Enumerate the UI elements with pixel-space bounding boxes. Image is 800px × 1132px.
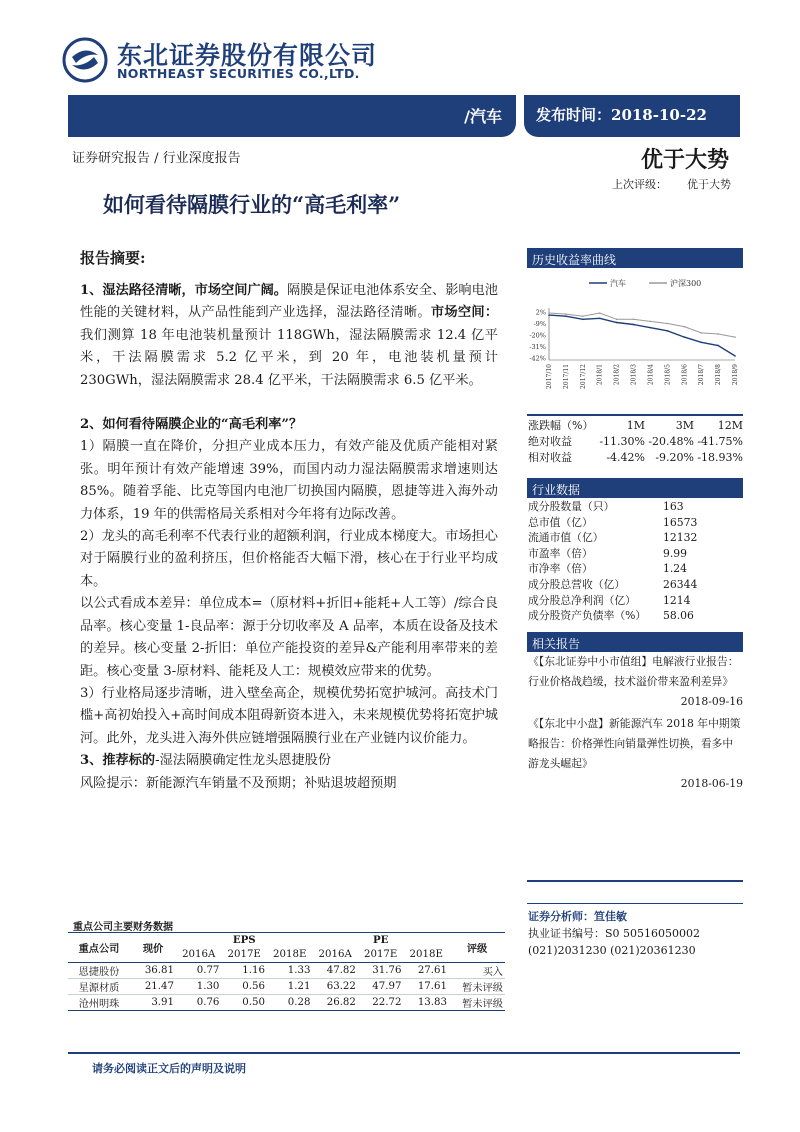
- fin-header-eps: EPS: [176, 933, 312, 948]
- perf-row: [528, 450, 743, 466]
- company-logo-icon: [62, 37, 108, 83]
- legend-label: 汽车: [610, 279, 626, 288]
- breadcrumb: 证券研究报告 / 行业深度报告: [72, 151, 241, 166]
- perf-header-row-cell: 3M: [675, 419, 694, 432]
- footer-rule: [68, 1052, 740, 1054]
- fin-company: 沧州明珠: [68, 995, 130, 1011]
- industry-metric: 市盈率（倍）: [528, 546, 593, 560]
- analyst-name: 笪佳敏: [594, 910, 627, 923]
- fin-row: [68, 995, 505, 1011]
- x-tick-label: 2018/5: [664, 364, 672, 386]
- industry-metric: 成分股资产负债率（%）: [528, 609, 647, 623]
- fin-year: 2018E: [267, 948, 313, 963]
- perf-row: [528, 434, 743, 450]
- analyst-license: 执业证书编号：S0 50516050002: [528, 927, 701, 940]
- fin-row: [68, 979, 505, 995]
- company-name-cn: 东北证券股份有限公司: [117, 41, 378, 70]
- perf-header-row-cell: 涨跌幅（%）: [528, 419, 594, 432]
- fin-cell: 63.22: [312, 979, 357, 995]
- risk-warning: 风险提示：新能源汽车销量不及预期；补贴退坡超预期: [80, 775, 397, 791]
- industry-row: [528, 608, 743, 624]
- fin-company: 恩捷股份: [68, 963, 130, 979]
- previous-rating-label: 上次评级：: [612, 178, 667, 191]
- data-point: [633, 319, 635, 321]
- data-point: [683, 326, 685, 328]
- summary-heading: 报告摘要:: [80, 249, 146, 267]
- analyst-name-line: 证券分析师：笪佳敏: [528, 910, 627, 923]
- x-tick-label: 2018/3: [630, 364, 638, 386]
- fin-header-price: 现价: [130, 933, 176, 963]
- industry-value: 58.06: [663, 609, 694, 623]
- fin-header-pe: PE: [312, 933, 449, 948]
- previous-rating: [612, 176, 731, 192]
- fin-year: 2018E: [403, 948, 449, 963]
- perf-header-row-cell: 12M: [717, 419, 743, 432]
- data-point: [667, 323, 669, 325]
- industry-data-header: 行业数据: [527, 478, 743, 498]
- fin-cell: 22.72: [358, 995, 404, 1011]
- y-tick-label: -31%: [529, 343, 546, 351]
- data-point: [548, 314, 550, 316]
- perf-header-row: [528, 418, 743, 434]
- x-tick-label: 2018/7: [698, 364, 706, 386]
- data-point: [582, 319, 584, 321]
- data-point: [633, 324, 635, 326]
- related-report-link[interactable]: 《【东北证券中小市值组】电解液行业报告：行业价格战趋缓，技术溢价带来盈利差异》: [528, 655, 739, 688]
- y-tick-label: -20%: [529, 331, 546, 340]
- data-point: [717, 333, 719, 335]
- industry-value: 1.24: [663, 562, 688, 576]
- industry-metric: 成分股总营收（亿）: [528, 577, 626, 591]
- perf-header-row-cell: 1M: [626, 419, 645, 432]
- industry-value: 12132: [663, 531, 698, 545]
- fin-year: 2017E: [358, 948, 404, 963]
- series-line: [549, 315, 735, 356]
- chart-section-header: 历史收益率曲线: [527, 248, 743, 268]
- fin-cell: 暂未评级: [449, 979, 505, 995]
- data-point: [565, 315, 567, 317]
- fin-cell: 47.97: [358, 979, 404, 995]
- related-report-date: 2018-06-19: [680, 777, 743, 790]
- x-tick-label: 2017/12: [579, 364, 587, 389]
- industry-metric: 成分股总净利润（亿）: [528, 593, 636, 607]
- company-name-en: NORTHEAST SECURITIES CO.,LTD.: [117, 66, 360, 81]
- summary-body: [80, 280, 498, 795]
- industry-value: 1214: [663, 593, 691, 607]
- x-tick-label: 2017/11: [562, 364, 570, 389]
- series-line: [549, 313, 735, 337]
- related-report-link[interactable]: 《【东北中小盘】新能源汽车 2018 年中期策略报告：价格弹性向销量弹性切换，看多中游龙头崛起》: [528, 717, 741, 770]
- fin-header-company: 重点公司: [68, 933, 130, 963]
- data-point: [650, 327, 652, 329]
- footer-disclaimer: 请务必阅读正文后的声明及说明: [92, 1062, 246, 1075]
- summary-point-2-p1: 1）隔膜一直在降价，分担产业成本压力，有效产能及优质产能相对紧张。明年预计有效产能增速 39%，而国内动力湿法隔膜需求增速则达 85%。随着孚能、比克等国内电池厂切换国内隔膜，恩捷等进入海外动力体系，19 年的供需格局关系相对今年将有边际改善。: [80, 439, 498, 522]
- previous-rating-value: 优于大势: [687, 178, 731, 191]
- industry-metric: 总市值（亿）: [528, 515, 593, 529]
- related-reports: [528, 652, 743, 796]
- fin-cell: 36.81: [130, 963, 176, 979]
- y-tick-label: 2%: [535, 308, 546, 317]
- fin-cell: 27.61: [403, 963, 449, 979]
- fin-cell: 暂未评级: [449, 995, 505, 1011]
- industry-value: 16573: [663, 515, 698, 529]
- perf-row-cell: 相对收益: [528, 451, 572, 464]
- data-point: [650, 321, 652, 323]
- industry-metric: 成分股数量（只）: [528, 500, 615, 513]
- data-point: [599, 312, 601, 314]
- fin-cell: 3.91: [130, 995, 176, 1011]
- y-tick-label: -42%: [529, 354, 546, 363]
- industry-value: 9.99: [663, 546, 688, 560]
- fin-cell: 47.82: [312, 963, 357, 979]
- summary-point-2-heading: 2、如何看待隔膜企业的“高毛利率”？: [80, 417, 303, 433]
- fin-cell: 0.50: [221, 995, 267, 1011]
- fin-cell: 13.83: [403, 995, 449, 1011]
- perf-row-cell: -18.93%: [697, 451, 743, 464]
- data-point: [734, 336, 736, 338]
- industry-row: [528, 530, 743, 546]
- fin-year: 2016A: [176, 948, 221, 963]
- industry-data-table: [528, 499, 743, 624]
- x-tick-label: 2018/2: [613, 364, 621, 386]
- financial-table-title: 重点公司主要财务数据: [73, 922, 173, 933]
- fin-cell: 买入: [449, 963, 505, 979]
- fin-cell: 1.30: [176, 979, 221, 995]
- perf-row-cell: -4.42%: [606, 451, 645, 464]
- industry-value: 26344: [663, 577, 698, 591]
- summary-point-2-p4: 3）行业格局逐步清晰，进入壁垒高企，规模优势拓宽护城河。高技术门槛+高初始投入+高时间成本阻碍新资本进入，未来规模优势将拓宽护城河。此外，龙头进入海外供应链增强隔膜行业在产业链内议价能力。: [80, 685, 498, 746]
- header-banner: [68, 95, 740, 137]
- report-title: 如何看待隔膜行业的“高毛利率”: [103, 192, 401, 217]
- return-chart: [527, 272, 743, 412]
- analyst-info: [528, 908, 743, 959]
- fin-cell: 26.82: [312, 995, 357, 1011]
- perf-row-cell: -20.48%: [648, 435, 694, 448]
- data-point: [734, 355, 736, 357]
- data-point: [548, 312, 550, 314]
- data-point: [700, 342, 702, 344]
- analyst-phone: (021)2031230 (021)20361230: [528, 944, 696, 957]
- data-point: [616, 322, 618, 324]
- fin-company: 星源材质: [68, 979, 130, 995]
- data-point: [683, 336, 685, 338]
- fin-cell: 21.47: [130, 979, 176, 995]
- industry-row: [528, 546, 743, 562]
- related-report-date: 2018-09-16: [680, 695, 743, 708]
- x-tick-label: 2018/1: [596, 364, 604, 386]
- perf-row-cell: 绝对收益: [528, 435, 572, 448]
- industry-row: [528, 577, 743, 593]
- data-point: [700, 332, 702, 334]
- perf-row-cell: -11.30%: [599, 435, 645, 448]
- industry-row: [528, 499, 743, 515]
- fin-cell: 0.77: [176, 963, 221, 979]
- x-tick-label: 2018/9: [732, 364, 739, 386]
- data-point: [565, 313, 567, 315]
- publish-date: 发布时间：2018-10-22: [536, 106, 707, 124]
- perf-row-cell: -41.75%: [697, 435, 743, 448]
- fin-cell: 0.56: [221, 979, 267, 995]
- performance-table: [528, 418, 743, 466]
- financial-table: [68, 932, 505, 1011]
- data-point: [667, 330, 669, 332]
- industry-row: [528, 561, 743, 577]
- x-tick-label: 2017/10: [546, 364, 553, 389]
- fin-row: [68, 963, 505, 979]
- summary-point-3: 3、推荐标的-湿法隔膜确定性龙头恩捷股份: [80, 753, 332, 769]
- industry-metric: 流通市值（亿）: [528, 531, 604, 545]
- industry-value: 163: [663, 500, 684, 513]
- summary-point-2-p2: 2）龙头的高毛利率不代表行业的超额利润，行业成本梯度大。市场担心对于隔膜行业的盈利挤压，但价格能否大幅下滑，核心在于行业平均成本。: [80, 529, 498, 589]
- fin-cell: 1.16: [221, 963, 267, 979]
- related-reports-header: 相关报告: [527, 632, 743, 652]
- x-tick-label: 2018/6: [681, 364, 689, 386]
- data-point: [616, 319, 618, 321]
- summary-point-2-p3: 以公式看成本差异：单位成本=（原材料+折旧+能耗+人工等）/综合良品率。核心变量 1-良品率：源于分切收率及 A 品率，本质在设备及技术的差异。核心变量 2-折旧：单位产能投资的差异&产能利用率带来的差距。核心变量 3-原材料、能耗及人工：规模效应带来的优势。: [80, 596, 498, 679]
- y-tick-label: -9%: [533, 320, 546, 328]
- industry-metric: 市净率（倍）: [528, 562, 593, 576]
- fin-header-row: [68, 933, 505, 948]
- rating: 优于大势: [641, 147, 730, 173]
- industry-row: [528, 593, 743, 609]
- fin-cell: 0.28: [267, 995, 313, 1011]
- legend-label: 沪深300: [670, 279, 702, 288]
- fin-cell: 17.61: [403, 979, 449, 995]
- fin-cell: 0.76: [176, 995, 221, 1011]
- data-point: [717, 345, 719, 347]
- fin-cell: 31.76: [358, 963, 404, 979]
- fin-cell: 1.21: [267, 979, 313, 995]
- perf-row-cell: -9.20%: [655, 451, 694, 464]
- sector-label: /汽车: [464, 107, 502, 126]
- fin-year: 2016A: [312, 948, 357, 963]
- fin-header-rating: 评级: [449, 933, 505, 963]
- fin-year: 2017E: [221, 948, 267, 963]
- data-point: [599, 317, 601, 319]
- x-tick-label: 2018/8: [715, 364, 723, 386]
- fin-cell: 1.33: [267, 963, 313, 979]
- industry-row: [528, 515, 743, 531]
- x-tick-label: 2018/4: [647, 364, 655, 386]
- summary-point-1: 1、湿法路径清晰，市场空间广阔。隔膜是保证电池体系安全、影响电池性能的关键材料，从产品性能到产业选择，湿法路径清晰。市场空间：我们测算 18 年电池装机量预计 118GWh，湿法隔膜需求 12.4 亿平米，干法隔膜需求 5.2 亿平米，到 20 年，电池装机量预计 230GWh，湿法隔膜需求 28.4 亿平米，干法隔膜需求 6.5 亿平米。: [80, 283, 499, 388]
- data-point: [582, 315, 584, 317]
